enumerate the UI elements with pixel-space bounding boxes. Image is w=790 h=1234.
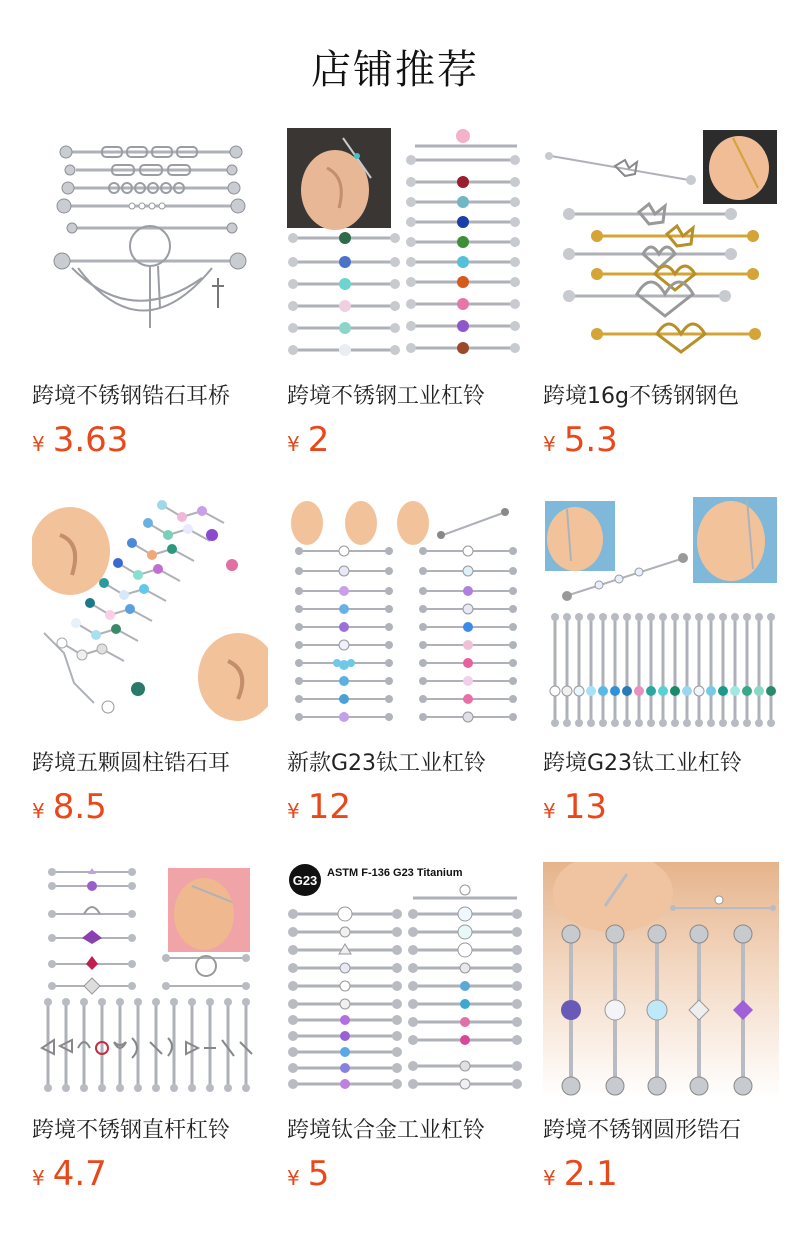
currency-symbol: ¥ — [32, 1166, 45, 1190]
product-price: 5.3 — [563, 420, 618, 460]
currency-symbol: ¥ — [287, 1166, 300, 1190]
product-image[interactable] — [32, 495, 268, 731]
product-title[interactable]: 跨境五颗圆柱锆石耳 — [32, 751, 231, 776]
currency-symbol: ¥ — [287, 799, 300, 823]
g23-logo-text: G23 — [292, 873, 318, 888]
product-price: 12 — [307, 787, 351, 827]
product-card[interactable] — [32, 862, 268, 1194]
price-row — [287, 787, 523, 827]
product-price: 3.63 — [52, 420, 129, 460]
product-title[interactable]: 跨境16g不锈钢钢色 — [543, 384, 739, 409]
product-image[interactable] — [543, 495, 779, 731]
page-title: 店铺推荐 — [311, 47, 479, 93]
currency-symbol: ¥ — [543, 432, 556, 456]
product-image[interactable] — [543, 128, 779, 364]
price-row — [32, 787, 268, 827]
product-card[interactable] — [287, 862, 523, 1194]
price-row — [32, 420, 268, 460]
product-title[interactable]: 跨境钛合金工业杠铃 — [287, 1118, 486, 1143]
product-price: 13 — [563, 787, 607, 827]
product-image[interactable] — [287, 862, 523, 1098]
product-card[interactable] — [32, 495, 268, 827]
product-image[interactable] — [287, 495, 523, 731]
product-image[interactable] — [32, 128, 268, 364]
price-row — [543, 1154, 779, 1194]
currency-symbol: ¥ — [543, 799, 556, 823]
currency-symbol: ¥ — [543, 1166, 556, 1190]
product-title[interactable]: 跨境不锈钢锆石耳桥 — [32, 384, 231, 409]
product-price: 2.1 — [563, 1154, 618, 1194]
price-row — [32, 1154, 268, 1194]
product-title[interactable]: 跨境G23钛工业杠铃 — [543, 751, 743, 776]
product-image[interactable] — [543, 862, 779, 1098]
price-row — [543, 420, 779, 460]
currency-symbol: ¥ — [287, 432, 300, 456]
price-row — [287, 1154, 523, 1194]
product-price: 2 — [307, 420, 330, 460]
currency-symbol: ¥ — [32, 432, 45, 456]
currency-symbol: ¥ — [32, 799, 45, 823]
product-card[interactable] — [543, 128, 779, 460]
product-card[interactable] — [287, 128, 523, 460]
product-title[interactable]: 跨境不锈钢直杆杠铃 — [32, 1118, 231, 1143]
product-title[interactable]: 跨境不锈钢工业杠铃 — [287, 384, 486, 409]
product-card[interactable] — [287, 495, 523, 827]
product-title[interactable]: 跨境不锈钢圆形锆石 — [543, 1118, 742, 1143]
product-price: 5 — [307, 1154, 330, 1194]
price-row — [287, 420, 523, 460]
product-card[interactable] — [543, 495, 779, 827]
product-card[interactable] — [32, 128, 268, 460]
product-card[interactable] — [543, 862, 779, 1194]
product-price: 4.7 — [52, 1154, 107, 1194]
price-row — [543, 787, 779, 827]
product-title[interactable]: 新款G23钛工业杠铃 — [287, 751, 487, 776]
product-price: 8.5 — [52, 787, 107, 827]
material-caption: ASTM F-136 G23 Titanium — [327, 867, 463, 879]
product-image[interactable] — [287, 128, 523, 364]
product-image[interactable] — [32, 862, 268, 1098]
